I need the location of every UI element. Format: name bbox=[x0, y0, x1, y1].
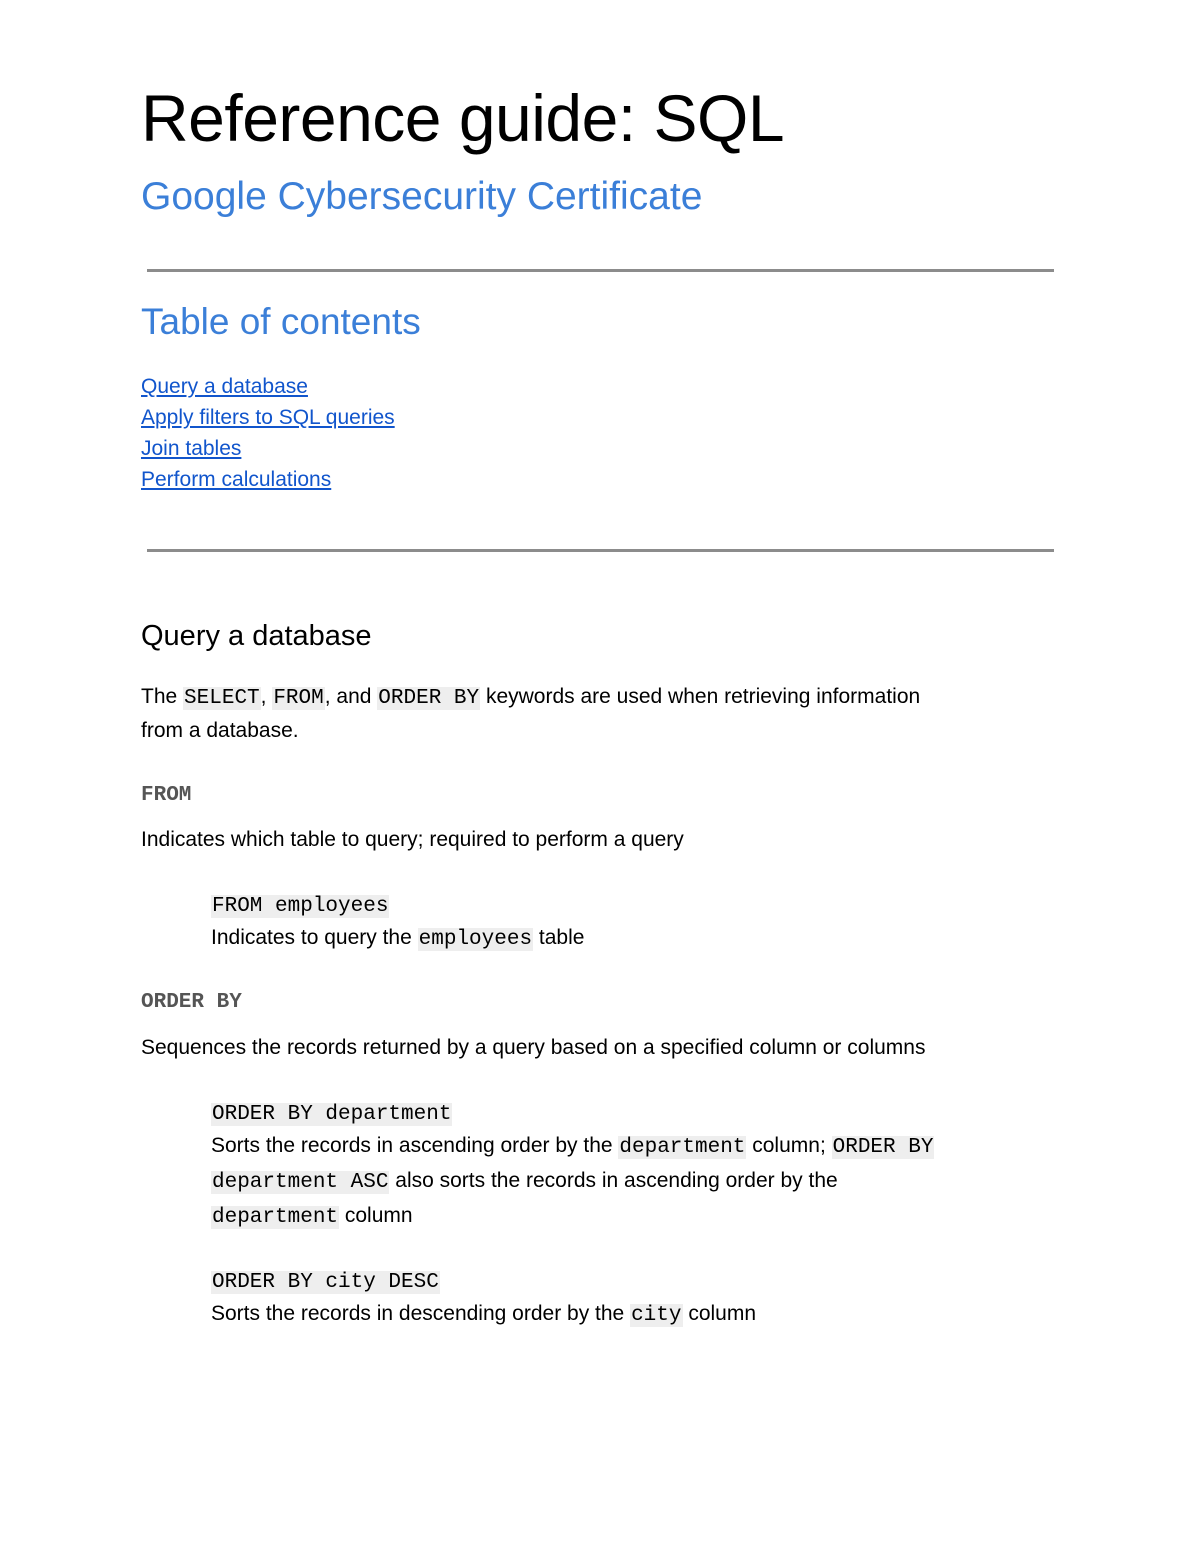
section-heading-query-a-database: Query a database bbox=[141, 620, 372, 652]
divider-bottom bbox=[147, 549, 1054, 552]
intro-paragraph-line-2: from a database. bbox=[141, 719, 299, 742]
toc-heading: Table of contents bbox=[141, 301, 421, 342]
intro-paragraph-line-1 bbox=[141, 680, 920, 716]
divider-top bbox=[147, 269, 1054, 272]
explanation-text: Indicates to query the bbox=[211, 926, 418, 949]
explanation-text: column bbox=[682, 1302, 757, 1325]
inline-code-department: department bbox=[619, 1136, 746, 1159]
document-subtitle: Google Cybersecurity Certificate bbox=[141, 175, 703, 218]
explanation-text: table bbox=[533, 926, 585, 949]
inline-code-employees: employees bbox=[418, 928, 533, 951]
intro-text: keywords are used when retrieving information bbox=[480, 685, 921, 708]
inline-code-department-asc: department ASC bbox=[212, 1171, 389, 1194]
explanation-text: column; bbox=[746, 1134, 832, 1157]
example-code-order-by-city-desc: ORDER BY city DESC bbox=[212, 1271, 439, 1294]
inline-code-city: city bbox=[631, 1304, 682, 1327]
inline-code-order-by: ORDER BY bbox=[832, 1136, 934, 1159]
order-by-example-1-explanation-line-1 bbox=[211, 1129, 934, 1165]
toc-link-join-tables[interactable]: Join tables bbox=[141, 437, 242, 460]
from-example bbox=[211, 888, 389, 924]
inline-code-order-by: ORDER BY bbox=[378, 687, 480, 710]
explanation-text: also sorts the records in ascending order by the bbox=[389, 1169, 838, 1192]
intro-text: , and bbox=[324, 685, 378, 708]
order-by-description: Sequences the records returned by a query based on a specified column or columns bbox=[141, 1036, 926, 1059]
keyword-heading-from: FROM bbox=[141, 784, 192, 807]
inline-code-from: FROM bbox=[273, 687, 324, 710]
toc-link-perform-calculations[interactable]: Perform calculations bbox=[141, 468, 332, 491]
from-example-explanation bbox=[211, 921, 584, 957]
order-by-example-1 bbox=[211, 1096, 452, 1132]
toc-link-query-a-database[interactable]: Query a database bbox=[141, 375, 308, 398]
explanation-text: column bbox=[339, 1204, 413, 1227]
explanation-text: Sorts the records in descending order by the bbox=[211, 1302, 631, 1325]
order-by-example-2 bbox=[211, 1264, 440, 1300]
toc-link-apply-filters[interactable]: Apply filters to SQL queries bbox=[141, 406, 395, 429]
intro-text: , bbox=[260, 685, 273, 708]
intro-text: The bbox=[141, 685, 184, 708]
order-by-example-1-explanation-line-2 bbox=[211, 1164, 838, 1200]
example-code-from-employees: FROM employees bbox=[212, 895, 389, 918]
order-by-example-2-explanation bbox=[211, 1297, 756, 1333]
explanation-text: Sorts the records in ascending order by the bbox=[211, 1134, 619, 1157]
from-description: Indicates which table to query; required to perform a query bbox=[141, 828, 684, 851]
document-title: Reference guide: SQL bbox=[141, 81, 785, 155]
order-by-example-1-explanation-line-3 bbox=[211, 1199, 413, 1235]
example-code-order-by-department: ORDER BY department bbox=[212, 1103, 452, 1126]
inline-code-select: SELECT bbox=[184, 687, 260, 710]
keyword-heading-order-by: ORDER BY bbox=[141, 991, 242, 1014]
inline-code-department: department bbox=[212, 1206, 339, 1229]
